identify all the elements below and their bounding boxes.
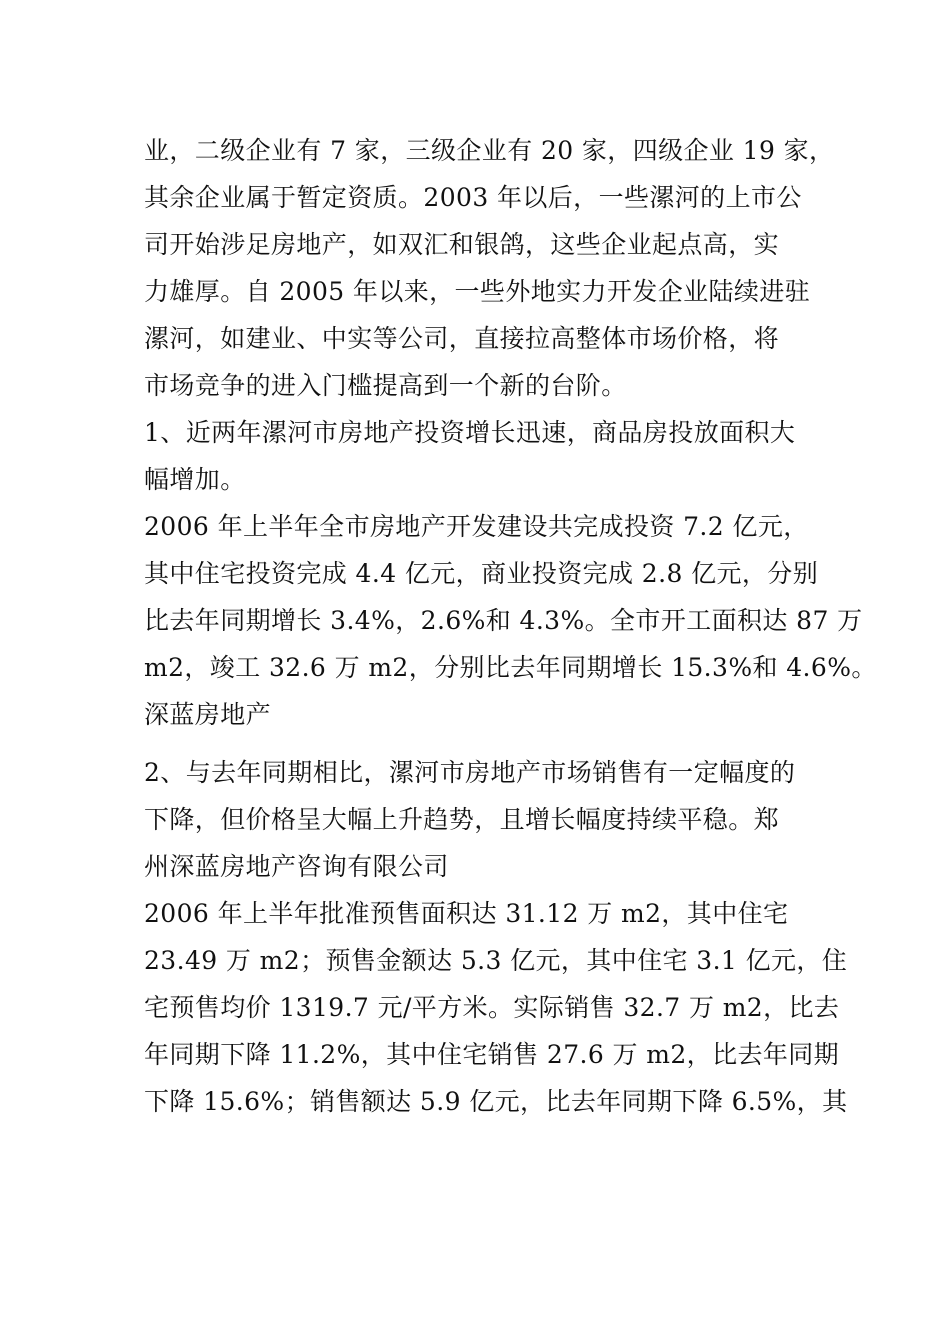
text-line: 2006 年上半年批准预售面积达 31.12 万 m2，其中住宅	[144, 899, 789, 928]
text-line: 漯河，如建业、中实等公司，直接拉高整体市场价格，将	[144, 324, 780, 353]
text-line: 比去年同期增长 3.4%，2.6%和 4.3%。全市开工面积达 87 万	[144, 606, 863, 635]
section-heading-1-cont: 幅增加。	[144, 465, 246, 494]
text-line: 司开始涉足房地产，如双汇和银鸽，这些企业起点高，实	[144, 230, 780, 259]
section-heading-2-cont: 州深蓝房地产咨询有限公司	[144, 852, 449, 881]
body-text	[144, 127, 877, 1125]
text-line: 宅预售均价 1319.7 元/平方米。实际销售 32.7 万 m2，比去	[144, 993, 840, 1022]
text-line: 2006 年上半年全市房地产开发建设共完成投资 7.2 亿元，	[144, 512, 809, 541]
section-heading-2-cont: 下降，但价格呈大幅上升趋势，且增长幅度持续平稳。郑	[144, 805, 780, 834]
section-heading-2: 2、与去年同期相比，漯河市房地产市场销售有一定幅度的	[144, 758, 796, 787]
text-line: 年同期下降 11.2%，其中住宅销售 27.6 万 m2，比去年同期	[144, 1040, 840, 1069]
text-line: 业，二级企业有 7 家，三级企业有 20 家，四级企业 19 家，	[144, 136, 835, 165]
text-line: 力雄厚。自 2005 年以来，一些外地实力开发企业陆续进驻	[144, 277, 811, 306]
text-line: m2，竣工 32.6 万 m2，分别比去年同期增长 15.3%和 4.6%。	[144, 653, 877, 682]
text-line: 市场竞争的进入门槛提高到一个新的台阶。	[144, 371, 627, 400]
text-line: 其余企业属于暂定资质。2003 年以后，一些漯河的上市公	[144, 183, 802, 212]
text-line: 23.49 万 m2；预售金额达 5.3 亿元，其中住宅 3.1 亿元，住	[144, 946, 848, 975]
text-line: 其中住宅投资完成 4.4 亿元，商业投资完成 2.8 亿元，分别	[144, 559, 819, 588]
text-line: 下降 15.6%；销售额达 5.9 亿元，比去年同期下降 6.5%，其	[144, 1087, 848, 1116]
text-line: 深蓝房地产	[144, 700, 272, 729]
section-heading-1: 1、近两年漯河市房地产投资增长迅速，商品房投放面积大	[144, 418, 796, 447]
paragraph-gap	[144, 738, 824, 749]
